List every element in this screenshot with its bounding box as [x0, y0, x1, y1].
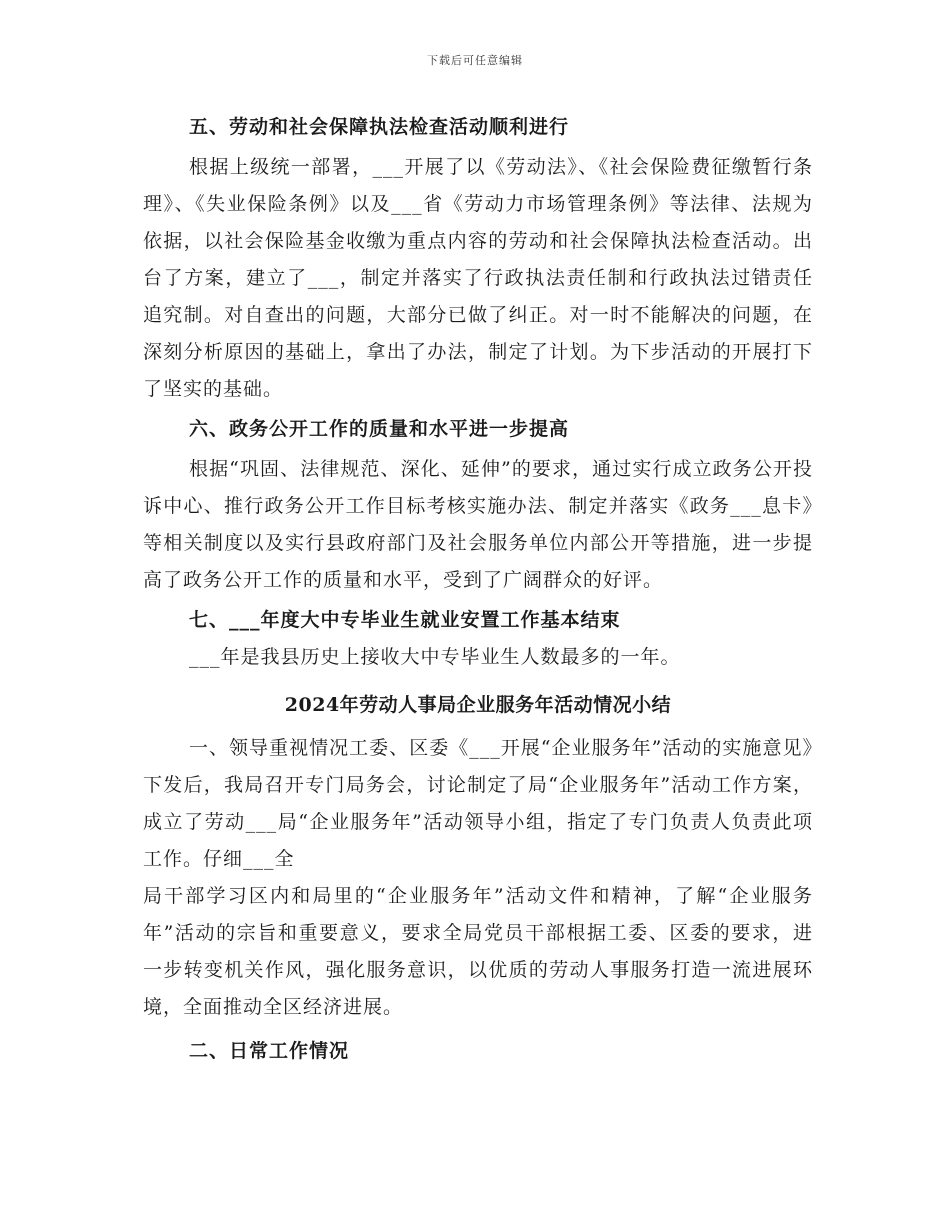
summary-title: 2024年劳动人事局企业服务年活动情况小结	[284, 694, 672, 716]
summary-section-2-heading: 二、日常工作情况	[189, 1040, 350, 1062]
summary-paragraph-1: 一、领导重视情况工委、区委《___开展“企业服务年”活动的实施意见》下发后，我局召开专门局务会，讨论制定了局“企业服务年”活动工作方案，成立了劳动___局“企业服务年”活动领导小组，指定了专门负责人负责此项工作。仔细___全	[143, 737, 813, 870]
section-5-heading: 五、劳动和社会保障执法检查活动顺利进行	[189, 116, 570, 138]
section-7-paragraph: ___年是我县历史上接收大中专毕业生人数最多的一年。	[189, 646, 681, 668]
summary-paragraph-2: 局干部学习区内和局里的“企业服务年”活动文件和精神，了解“企业服务年”活动的宗旨和重要意义，要求全局党员干部根据工委、区委的要求，进一步转变机关作风，强化服务意识，以优质的劳动人事服务打造一流进展环境，全面推动全区经济进展。	[143, 885, 813, 1018]
section-5-paragraph: 根据上级统一部署，___开展了以《劳动法》、《社会保险费征缴暂行条理》、《失业保险条例》以及___省《劳动力市场管理条例》等法律、法规为依据，以社会保险基金收缴为重点内容的劳动和社会保障执法检查活动。出台了方案，建立了___，制定并落实了行政执法责任制和行政执法过错责任追究制。对自查出的问题，大部分已做了纠正。对一时不能解决的问题，在深刻分析原因的基础上，拿出了办法，制定了计划。为下步活动的开展打下了坚实的基础。	[143, 156, 813, 400]
section-6-paragraph: 根据“巩固、法律规范、深化、延伸”的要求，通过实行成立政务公开投诉中心、推行政务公开工作目标考核实施办法、制定并落实《政务___息卡》等相关制度以及实行县政府部门及社会服务单位内部公开等措施，进一步提高了政务公开工作的质量和水平，受到了广阔群众的好评。	[143, 458, 813, 591]
page-header-note: 下载后可任意编辑	[427, 54, 523, 67]
section-7-heading: 七、___年度大中专毕业生就业安置工作基本结束	[189, 609, 621, 631]
document-body	[143, 112, 813, 1066]
section-6-heading: 六、政务公开工作的质量和水平进一步提高	[189, 418, 570, 440]
